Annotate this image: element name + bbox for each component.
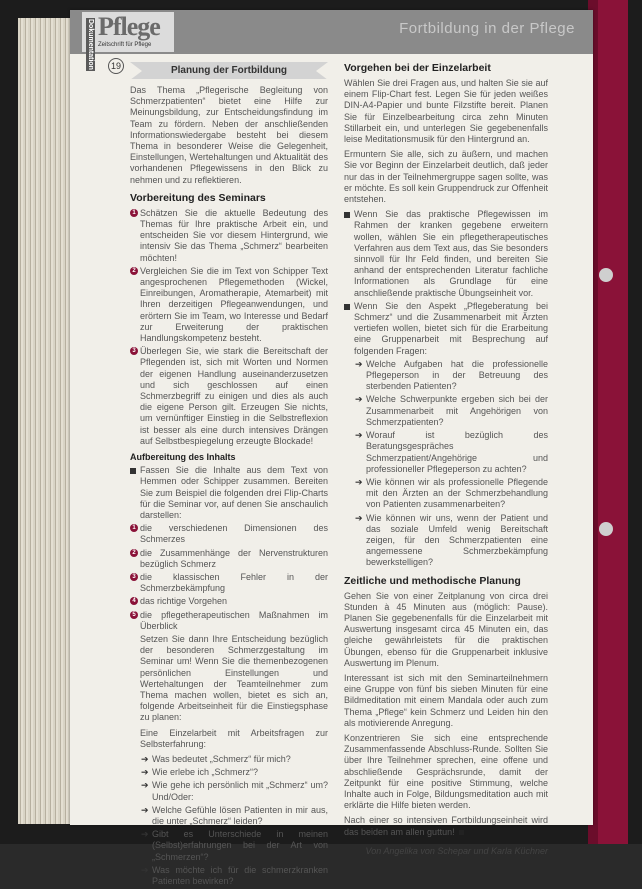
- bullet-square: [130, 468, 136, 474]
- binder-spine: [598, 0, 628, 844]
- list-item: 3 die klassischen Fehler in der Schmerzbekämpfung: [130, 572, 328, 594]
- question-item: ➔ Welche Gefühle lösen Patienten in mir aus, die unter „Schmerz“ leiden?: [141, 804, 328, 826]
- arrow-icon: ➔: [141, 829, 149, 840]
- paragraph: Gehen Sie von einer Zeitplanung von circa drei Stunden à 45 Minuten aus (möglich: Pause). Planen Sie gegebenenfalls für die Einzelarbeit mit Auswertung insgesamt circa 45 Minuten ein, das gleiche gewährleistets für die praktischen Übungen, ebenso für die Gruppenarbeit inklusive Auswertung im Plenum.: [344, 590, 548, 668]
- question-item: ➔ Gibt es Unterschiede in meinen (Selbst)erfahrungen bei der Art von „Schmerzen“?: [141, 829, 328, 862]
- list-item: 1 Schätzen Sie die aktuelle Bedeutung des Themas für Ihre praktische Arbeit ein, und entscheiden Sie vor diesem Hintergrund, wie intensiv Sie das Thema „Schmerz“ bearbeiten möchten!: [130, 208, 328, 264]
- paragraph: Interessant ist sich mit den Seminarteilnehmern eine Gruppe von fünf bis sieben Minuten für eine Bildmeditation mit einem Mandala oder auch zum Thema „Pflege“ kein Schmerz und Leiden hin den als motivierende Anregung.: [344, 672, 548, 728]
- paragraph: Nach einer so intensiven Fortbildungseinheit wird das beiden am allen guttun!: [344, 815, 548, 837]
- section-banner: Planung der Fortbildung: [130, 62, 328, 79]
- list-item: Fassen Sie die Inhalte aus dem Text von Hemmen oder Schipper zusammen. Bereiten Sie zum Beispiel die folgenden drei Flip-Charts für die Seminar vor, auf denen Sie anschaulich darstellen:: [130, 465, 328, 521]
- author-signature: Von Angelika von Schepar und Karla Küchner: [365, 845, 548, 856]
- arrow-icon: ➔: [355, 512, 363, 523]
- arrow-icon: ➔: [355, 358, 363, 369]
- arrow-icon: ➔: [355, 394, 363, 405]
- paragraph: Konzentrieren Sie sich eine entsprechende Zusammenfassende Abschluss-Runde. Sollten Sie über Ihre Teilnehmer sprechen, eine offene und abschließende Gesprächsrunde, damit der Zeitpunkt für eine positive Stimmung, welche Inhalte auch in Folge, Bildungsmeditation auch mit erklärte die Hilfe bieten werden.: [344, 732, 548, 811]
- number-badge: 2: [130, 267, 138, 275]
- list-item: 4 das richtige Vorgehen: [130, 596, 328, 607]
- question-item: ➔ Was bedeutet „Schmerz“ für mich?: [141, 753, 291, 764]
- logo-tag: Dokumentation: [87, 19, 94, 70]
- list-item: 1 die verschiedenen Dimensionen des Schmerzes: [130, 523, 328, 545]
- paragraph: Setzen Sie dann Ihre Entscheidung bezüglich der besonderen Schmerzgestaltung im Seminar um! Wenn Sie die themenbezogenen persönlichen Einstellungen und Wertehaltungen der Teamteilnehmer zum Thema machen wollen, bietet es sich an, folgende Arbeitseinheit für die Einstiegsphase zu planen:: [140, 633, 328, 723]
- question-item: ➔ Wie können wir als professionelle Pflegende mit den Ärzten an der Schmerzbehandlung von Patienten zusammenarbeiten?: [355, 476, 548, 510]
- logo-subtitle: Zeitschrift für Pflege: [98, 42, 152, 48]
- paragraph: Wählen Sie drei Fragen aus, und halten Sie sie auf einem Flip-Chart fest. Legen Sie für jeden weißes DIN-A4-Papier und bunte Filzstifte bereit. Planen Sie für Einzelbearbeitung circa zehn Minuten Stillarbeit ein, und unterlegen Sie gegebenenfalls leise Meditationsmusik für den Hintergrund an.: [344, 78, 548, 145]
- document-page: [70, 10, 593, 886]
- left-column: [130, 62, 328, 889]
- list-item: Wenn Sie das praktische Pflegewissen im Rahmen der kranken gegebene erweitern wollen, wählen Sie ein pflegetherapeutisches Verfahren aus dem Text aus, das Sie besonders sinnvoll für Ihr Feld finden, und bereiten Sie anhand der entsprechenden Literatur fachliche Informationen als Grundlage für eine anschließende praktische Übungseinheit vor.: [344, 209, 548, 299]
- bullet-square: [344, 304, 350, 310]
- question-item: ➔ Welche Schwerpunkte ergeben sich bei der Zusammenarbeit mit Angehörigen von Schmerzpatienten?: [355, 394, 548, 427]
- question-item: ➔ Worauf ist bezüglich des Beratungsgespräches Schmerzpatient/Angehörige und professioneller Pflegeperson zu achten?: [355, 430, 548, 474]
- question-item: ➔ Wie können wir uns, wenn der Patient und das soziale Umfeld wenig Bereitschaft zeigen, für den Schmerzpatienten eine angemessene Schmerzbekämpfung bewerkstelligen?: [355, 512, 548, 568]
- question-item: ➔ Was möchte ich für die schmerzkranken Patienten bewirken?: [141, 864, 328, 886]
- arrow-icon: ➔: [141, 780, 149, 791]
- end-mark: [459, 830, 464, 835]
- question-item: ➔ Wie erlebe ich „Schmerz“?: [141, 767, 259, 778]
- header-title: Fortbildung in der Pflege: [399, 20, 575, 37]
- arrow-icon: ➔: [355, 476, 363, 487]
- arrow-icon: ➔: [141, 804, 149, 815]
- page-number: 19: [108, 58, 124, 74]
- arrow-icon: ➔: [141, 767, 149, 778]
- bullet-square: [344, 212, 350, 218]
- heading-inhalt: Aufbereitung des Inhalts: [130, 452, 236, 463]
- list-item: 5 die pflegetherapeutischen Maßnahmen im Überblick: [130, 610, 328, 632]
- number-badge: 1: [130, 209, 138, 217]
- binder-hole-top: [599, 268, 613, 282]
- paragraph: Eine Einzelarbeit mit Arbeitsfragen zur Selbsterfahrung:: [140, 727, 328, 749]
- list-item: 2 die Zusammenhänge der Nervenstrukturen bezüglich Schmerz: [130, 548, 328, 570]
- number-badge: 3: [130, 347, 138, 355]
- question-item: ➔ Wie gehe ich persönlich mit „Schmerz“ um? Und/Oder:: [141, 780, 328, 802]
- logo-text: Pflege: [98, 12, 160, 41]
- binder-hole-bottom: [599, 522, 613, 536]
- heading-zeit: Zeitliche und methodische Planung: [344, 574, 521, 587]
- intro-paragraph: Das Thema „Pflegerische Begleitung von Schmerzpatienten“ bietet eine Hilfe zur Meinungsbildung, zur Entscheidungsfindung im Team zu fördern. Neben der anschließenden Informationswiedergabe besteht bei diesem Thema in besonderer Weise die Gelegenheit, Einstellungen, Wertehaltungen und Aktualität des vorhandenen Pflegewissens in den Blick zu nehmen und zu reflektieren.: [130, 85, 328, 185]
- paragraph: Ermuntern Sie alle, sich zu äußern, und machen Sie vor Beginn der Einzelarbeit deutlich, daß jeder nur das in der Teilnehmergruppe sagen sollte, was er möchte. Es soll kein Gruppendruck zur Offenheit entstehen.: [344, 149, 548, 205]
- page-stack: [18, 18, 72, 824]
- list-item: Wenn Sie den Aspekt „Pflegeberatung bei Schmerz“ und die Zusammenarbeit mit Ärzten vertiefen wollen, bietet sich für die Erarbeitung eine Gruppenarbeit mit Besprechung auf folgenden Fragen:: [344, 301, 548, 357]
- arrow-icon: ➔: [141, 864, 149, 875]
- list-item: 2 Vergleichen Sie die im Text von Schipper Text angesprochenen Pflegemethoden (Wickel, Einreibungen, Aromatherapie, Atemarbeit) mit Ihren derzeitigen Pflegeanwendungen, und erörtern Sie im Team, wo Interesse und Bedarf zur Erweiterung der praktischen Handlungskompetenz besteht.: [130, 266, 328, 344]
- right-column: [344, 62, 548, 857]
- list-item: 3 Überlegen Sie, wie stark die Bereitschaft der Pflegenden ist, sich mit Worten und Normen der eigenen Handlung auseinanderzusetzen und sich geschlossen auf einen Schmerzbegriff zu einigen und dies als auch die eigene Person gilt. Erzeugen Sie nichts, um vernünftiger Einstieg in die Selbstreflexion ist besser als eine durch intensives Drängen auf Selbstbespiegelung erzeugte Blockade!: [130, 346, 328, 447]
- arrow-icon: ➔: [355, 430, 363, 441]
- heading-vorbereitung: Vorbereitung des Seminars: [130, 191, 266, 204]
- arrow-icon: ➔: [141, 753, 149, 764]
- question-item: ➔ Welche Aufgaben hat die professionelle Pflegeperson in der Betreuung des sterbenden Patienten?: [355, 358, 548, 392]
- heading-vorgehen: Vorgehen bei der Einzelarbeit: [344, 62, 491, 74]
